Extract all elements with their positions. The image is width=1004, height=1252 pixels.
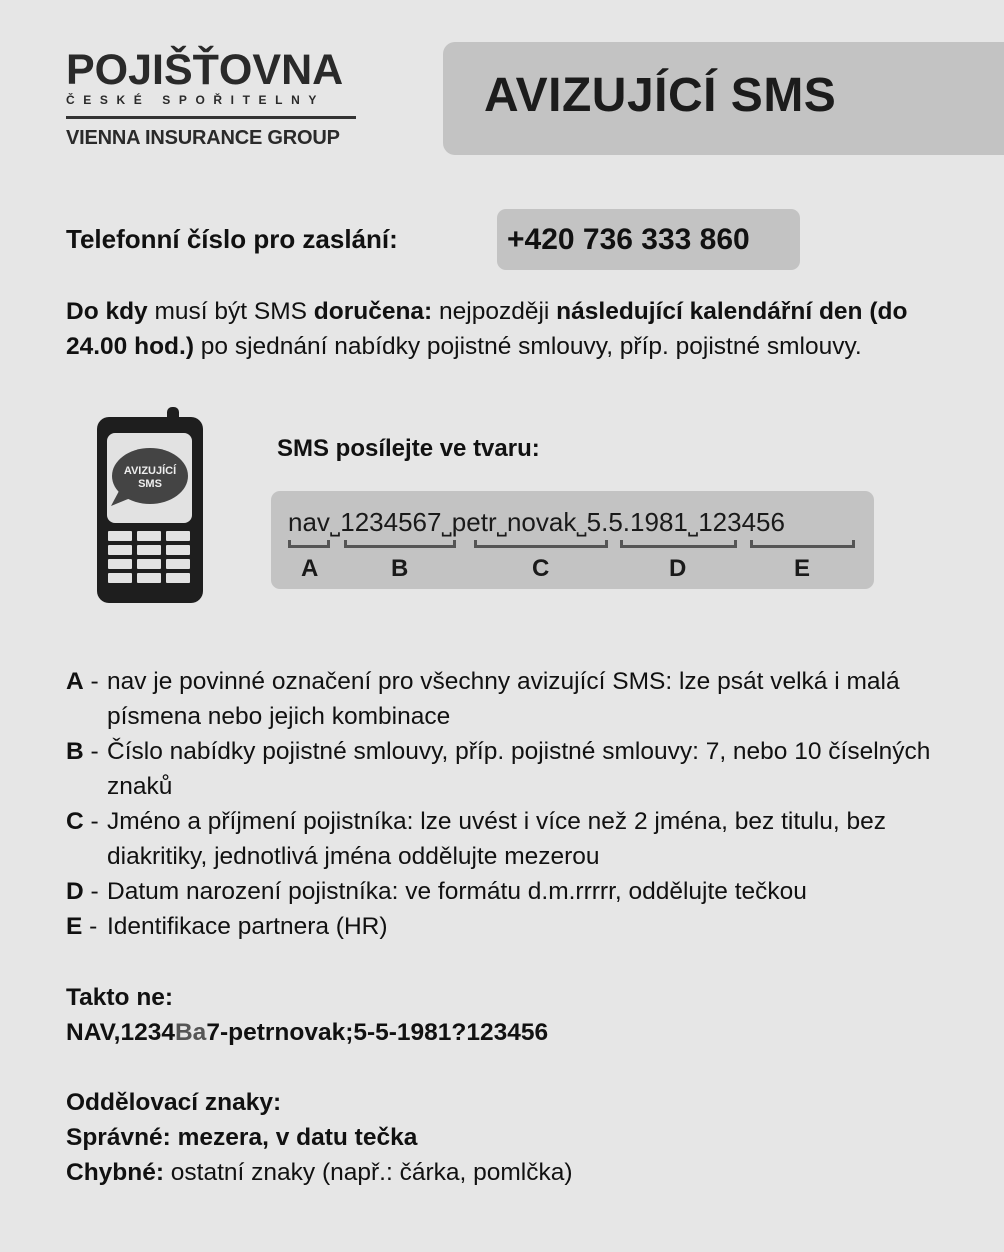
separator-heading: Oddělovací znaky:: [66, 1089, 282, 1116]
phone-number-value: +420 736 333 860: [507, 223, 750, 256]
rule-b: [66, 734, 946, 804]
deadline-when: Do kdy: [66, 298, 148, 325]
wrong-example-part-2: Ba: [174, 1019, 207, 1046]
rule-d-sep: -: [83, 878, 99, 905]
segment-letter-a: A: [301, 555, 319, 582]
segment-letter-b: B: [391, 555, 409, 582]
rule-b-text: Číslo nabídky pojistné smlouvy, příp. pojistné smlouvy: 7, nebo 10 číselných znaků: [107, 738, 931, 800]
rule-e-key: E: [66, 913, 83, 940]
format-example: nav˽1234567˽petr˽novak˽5.5.1981˽123456: [288, 507, 785, 537]
rule-c-text: Jméno a příjmení pojistníka: lze uvést i více než 2 jména, bez titulu, bez diakritiky, jednotlivá jména oddělujte mezerou: [107, 808, 886, 870]
deadline-date: následující kalendářní den (do 24.00 hod.): [66, 298, 908, 360]
rule-c-sep: -: [83, 808, 99, 835]
wrong-example-part-3: 7-petrnovak;5-5-1981?123456: [206, 1019, 549, 1046]
logo-subtitle: ČESKÉ SPOŘITELNY: [66, 93, 325, 107]
rule-c-key: C: [66, 808, 84, 835]
rule-d-key: D: [66, 878, 84, 905]
phone-screen-line2: SMS: [138, 478, 162, 490]
format-label: SMS posílejte ve tvaru:: [277, 435, 540, 462]
wrong-example-text: [66, 1015, 548, 1050]
segment-bracket-e: [750, 540, 855, 548]
mobile-phone-icon: [97, 407, 203, 608]
rule-a-text: nav je povinné označení pro všechny avizující SMS: lze psát velká i malá písmena nebo jejich kombinace: [107, 668, 900, 730]
logo-divider: [66, 116, 356, 119]
separator-wrong: [66, 1155, 573, 1190]
company-logo: [66, 48, 358, 149]
rule-a-key: A: [66, 668, 84, 695]
segment-letter-c: C: [532, 555, 550, 582]
separator-correct-label: Správné:: [66, 1124, 171, 1151]
logo-wordmark: POJIŠŤOVNA: [66, 46, 344, 94]
wrong-example-part-1: NAV,1234: [66, 1019, 175, 1046]
wrong-example-section: [66, 980, 548, 1050]
deadline-text-1: musí být SMS: [147, 298, 314, 325]
separator-correct: [66, 1120, 573, 1155]
deadline-paragraph: [66, 294, 926, 364]
rule-d-text: Datum narození pojistníka: ve formátu d.m.rrrrr, oddělujte tečkou: [107, 878, 807, 905]
deadline-text-3: po sjednání nabídky pojistné smlouvy, příp. pojistné smlouvy.: [193, 333, 862, 360]
deadline-delivered: doručena:: [313, 298, 433, 325]
separator-wrong-text: ostatní znaky (např.: čárka, pomlčka): [164, 1159, 573, 1186]
logo-group-name: VIENNA INSURANCE GROUP: [66, 127, 340, 149]
rule-b-key: B: [66, 738, 84, 765]
separator-section: [66, 1085, 573, 1190]
rule-a-sep: -: [83, 668, 99, 695]
segment-letter-d: D: [669, 555, 687, 582]
rule-e-sep: -: [82, 913, 98, 940]
phone-number-label: Telefonní číslo pro zaslání:: [66, 224, 398, 254]
format-rules-list: [66, 664, 946, 944]
segment-bracket-a: [288, 540, 330, 548]
page-title: AVIZUJÍCÍ SMS: [484, 69, 837, 122]
segment-bracket-b: [344, 540, 456, 548]
separator-correct-text: mezera, v datu tečka: [170, 1124, 418, 1151]
rule-c: [66, 804, 946, 874]
rule-e: [66, 909, 946, 944]
rule-b-sep: -: [83, 738, 99, 765]
segment-letter-e: E: [794, 555, 811, 582]
deadline-text-2: nejpozději: [432, 298, 557, 325]
segment-bracket-c: [474, 540, 608, 548]
separator-wrong-label: Chybné:: [66, 1159, 164, 1186]
rule-d: [66, 874, 946, 909]
phone-screen-line1: AVIZUJÍCÍ: [123, 465, 177, 477]
wrong-example-heading: Takto ne:: [66, 984, 174, 1011]
rule-e-text: Identifikace partnera (HR): [107, 913, 388, 940]
rule-a: [66, 664, 946, 734]
header-banner: [443, 42, 1004, 155]
segment-bracket-d: [620, 540, 737, 548]
phone-number-box: [497, 209, 800, 270]
format-example-box: [271, 491, 874, 589]
